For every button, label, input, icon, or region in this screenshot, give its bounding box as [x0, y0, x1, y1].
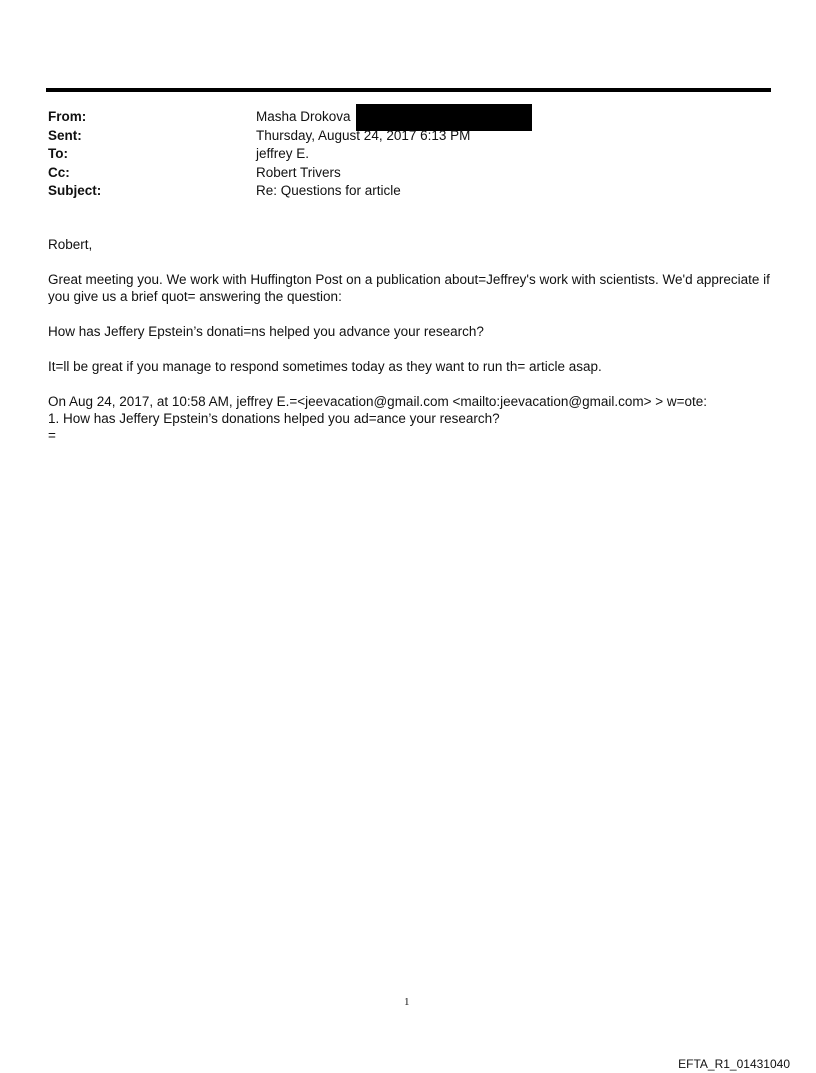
email-body — [48, 236, 778, 444]
subject-value: Re: Questions for article — [256, 183, 401, 198]
to-value: jeffrey E. — [256, 146, 310, 161]
subject-row — [48, 182, 470, 201]
quote-header: On Aug 24, 2017, at 10:58 AM, jeffrey E.=<jeevacation@gmail.com <mailto:jeevacation@gmail.com> > w=ote: — [48, 394, 708, 409]
from-label: From: — [48, 109, 87, 124]
from-value — [256, 108, 351, 127]
sent-row — [48, 127, 470, 146]
from-row — [48, 108, 470, 127]
bates-number: EFTA_R1_01431040 — [678, 1057, 790, 1071]
body-paragraph-2: It=ll be great if you manage to respond sometimes today as they want to run th= article asap. — [48, 359, 602, 374]
sent-label: Sent: — [48, 127, 82, 143]
trailing-char: = — [48, 428, 56, 443]
cc-value: Robert Trivers — [256, 164, 341, 180]
page-number: 1 — [404, 996, 410, 1008]
question-paragraph: How has Jeffery Epstein’s donati=ns helped you advance your research? — [48, 324, 484, 339]
body-paragraph-1: Great meeting you. We work with Huffington Post on a publication about=Jeffrey's work with scientists. We'd appreciate if you give us a brief quot= answering the question: — [48, 272, 770, 304]
sent-value: Thursday, August 24, 2017 6:13 PM — [256, 127, 471, 143]
quoted-item: 1. How has Jeffery Epstein’s donations helped you ad=ance your research? — [48, 411, 500, 426]
cc-label: Cc: — [48, 164, 70, 180]
to-row — [48, 145, 470, 164]
cc-row — [48, 164, 470, 183]
header-divider — [46, 88, 771, 92]
email-header — [48, 108, 470, 201]
greeting: Robert, — [48, 237, 93, 252]
to-label: To: — [48, 146, 68, 161]
subject-label: Subject: — [48, 183, 102, 198]
from-name: Masha Drokova — [256, 109, 351, 124]
